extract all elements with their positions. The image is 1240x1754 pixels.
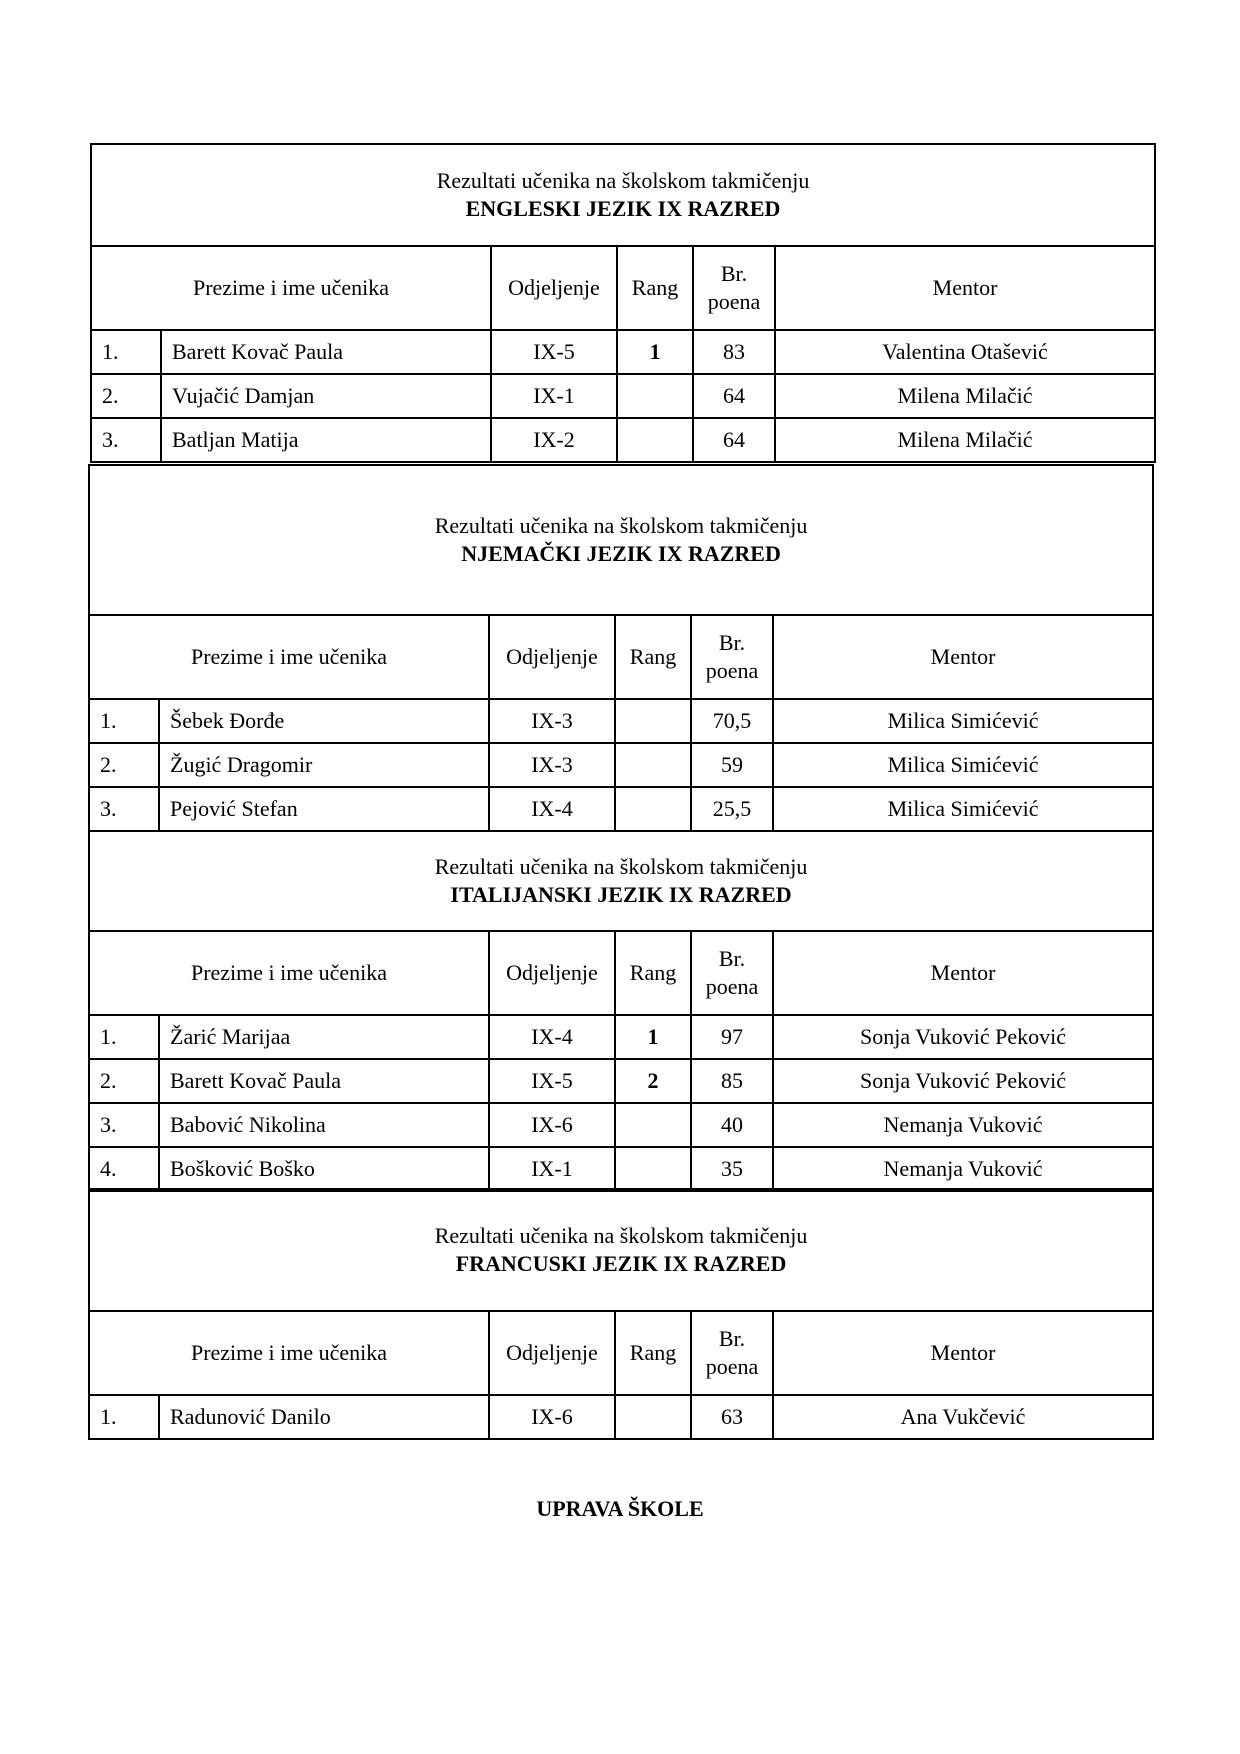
student-class: IX-4 bbox=[489, 787, 615, 831]
section-title-row bbox=[89, 831, 1153, 931]
student-points: 83 bbox=[693, 330, 775, 374]
row-number: 1. bbox=[89, 1015, 159, 1059]
header-rank: Rang bbox=[615, 1311, 691, 1395]
student-name: Batljan Matija bbox=[161, 418, 491, 462]
header-mentor: Mentor bbox=[775, 246, 1155, 330]
student-rank bbox=[615, 699, 691, 743]
header-mentor: Mentor bbox=[773, 1311, 1153, 1395]
table-row bbox=[89, 1395, 1153, 1439]
results-table bbox=[90, 143, 1156, 463]
header-name: Prezime i ime učenika bbox=[89, 931, 489, 1015]
header-points bbox=[691, 615, 773, 699]
header-points-line2: poena bbox=[707, 289, 761, 314]
row-number: 2. bbox=[89, 1059, 159, 1103]
student-class: IX-1 bbox=[491, 374, 617, 418]
student-points: 70,5 bbox=[691, 699, 773, 743]
results-table bbox=[88, 464, 1154, 832]
student-points: 97 bbox=[691, 1015, 773, 1059]
student-name: Barett Kovač Paula bbox=[159, 1059, 489, 1103]
column-header-row bbox=[89, 931, 1153, 1015]
student-mentor: Nemanja Vuković bbox=[773, 1103, 1153, 1147]
student-rank: 1 bbox=[617, 330, 693, 374]
student-name: Radunović Danilo bbox=[159, 1395, 489, 1439]
table-row bbox=[89, 1103, 1153, 1147]
results-table bbox=[88, 830, 1154, 1192]
column-header-row bbox=[89, 615, 1153, 699]
student-class: IX-2 bbox=[491, 418, 617, 462]
header-class: Odjeljenje bbox=[489, 1311, 615, 1395]
student-mentor: Sonja Vuković Peković bbox=[773, 1059, 1153, 1103]
student-mentor: Milica Simićević bbox=[773, 743, 1153, 787]
header-points-line1: Br. bbox=[718, 1326, 746, 1351]
header-class: Odjeljenje bbox=[489, 615, 615, 699]
student-mentor: Milica Simićević bbox=[773, 787, 1153, 831]
student-points: 59 bbox=[691, 743, 773, 787]
student-name: Šebek Đorđe bbox=[159, 699, 489, 743]
student-name: Bošković Boško bbox=[159, 1147, 489, 1191]
student-points: 40 bbox=[691, 1103, 773, 1147]
header-points-line1: Br. bbox=[718, 946, 746, 971]
header-name: Prezime i ime učenika bbox=[89, 1311, 489, 1395]
row-number: 3. bbox=[89, 787, 159, 831]
student-mentor: Ana Vukčević bbox=[773, 1395, 1153, 1439]
header-points bbox=[691, 1311, 773, 1395]
student-rank bbox=[615, 1103, 691, 1147]
table-row bbox=[89, 699, 1153, 743]
results-table-french bbox=[88, 1188, 1152, 1440]
header-name: Prezime i ime učenika bbox=[89, 615, 489, 699]
section-subtitle: Rezultati učenika na školskom takmičenju bbox=[434, 513, 808, 538]
student-mentor: Milena Milačić bbox=[775, 418, 1155, 462]
header-class: Odjeljenje bbox=[491, 246, 617, 330]
table-row bbox=[89, 1147, 1153, 1191]
table-row bbox=[89, 1015, 1153, 1059]
section-title-cell bbox=[89, 1189, 1153, 1311]
student-mentor: Milena Milačić bbox=[775, 374, 1155, 418]
row-number: 4. bbox=[89, 1147, 159, 1191]
results-table bbox=[88, 1188, 1154, 1440]
results-table-italian bbox=[88, 830, 1152, 1192]
student-class: IX-3 bbox=[489, 699, 615, 743]
row-number: 3. bbox=[89, 1103, 159, 1147]
section-subtitle: Rezultati učenika na školskom takmičenju bbox=[434, 854, 808, 879]
row-number: 2. bbox=[91, 374, 161, 418]
header-class: Odjeljenje bbox=[489, 931, 615, 1015]
section-subtitle: Rezultati učenika na školskom takmičenju bbox=[434, 1223, 808, 1248]
column-header-row bbox=[91, 246, 1155, 330]
header-points-line1: Br. bbox=[720, 261, 748, 286]
section-title-row bbox=[89, 1189, 1153, 1311]
section-title-cell bbox=[89, 831, 1153, 931]
student-name: Žarić Marijaa bbox=[159, 1015, 489, 1059]
section-title-cell bbox=[89, 465, 1153, 615]
student-name: Babović Nikolina bbox=[159, 1103, 489, 1147]
header-points-line2: poena bbox=[705, 974, 759, 999]
results-table-german bbox=[88, 464, 1152, 832]
header-name: Prezime i ime učenika bbox=[91, 246, 491, 330]
results-table-english bbox=[90, 143, 1154, 463]
student-rank bbox=[617, 418, 693, 462]
table-row bbox=[91, 330, 1155, 374]
student-class: IX-3 bbox=[489, 743, 615, 787]
header-rank: Rang bbox=[617, 246, 693, 330]
header-mentor: Mentor bbox=[773, 615, 1153, 699]
row-number: 1. bbox=[91, 330, 161, 374]
student-name: Žugić Dragomir bbox=[159, 743, 489, 787]
student-class: IX-1 bbox=[489, 1147, 615, 1191]
student-rank bbox=[615, 743, 691, 787]
row-number: 1. bbox=[89, 1395, 159, 1439]
header-points-line2: poena bbox=[705, 1354, 759, 1379]
section-title-cell bbox=[91, 144, 1155, 246]
student-class: IX-4 bbox=[489, 1015, 615, 1059]
header-rank: Rang bbox=[615, 931, 691, 1015]
table-row bbox=[89, 787, 1153, 831]
row-number: 1. bbox=[89, 699, 159, 743]
header-mentor: Mentor bbox=[773, 931, 1153, 1015]
student-points: 25,5 bbox=[691, 787, 773, 831]
section-title: FRANCUSKI JEZIK IX RAZRED bbox=[455, 1251, 787, 1276]
header-points-line1: Br. bbox=[718, 630, 746, 655]
table-row bbox=[89, 743, 1153, 787]
student-class: IX-5 bbox=[489, 1059, 615, 1103]
column-header-row bbox=[89, 1311, 1153, 1395]
student-points: 64 bbox=[693, 374, 775, 418]
student-points: 85 bbox=[691, 1059, 773, 1103]
student-mentor: Nemanja Vuković bbox=[773, 1147, 1153, 1191]
student-class: IX-6 bbox=[489, 1103, 615, 1147]
section-title: NJEMAČKI JEZIK IX RAZRED bbox=[461, 541, 781, 566]
school-administration-signature: UPRAVA ŠKOLE bbox=[536, 1496, 704, 1521]
student-mentor: Milica Simićević bbox=[773, 699, 1153, 743]
header-points bbox=[693, 246, 775, 330]
table-row bbox=[91, 418, 1155, 462]
student-rank: 1 bbox=[615, 1015, 691, 1059]
section-subtitle: Rezultati učenika na školskom takmičenju bbox=[436, 168, 810, 193]
student-mentor: Valentina Otašević bbox=[775, 330, 1155, 374]
header-points bbox=[691, 931, 773, 1015]
table-row bbox=[91, 374, 1155, 418]
student-points: 35 bbox=[691, 1147, 773, 1191]
student-class: IX-5 bbox=[491, 330, 617, 374]
student-class: IX-6 bbox=[489, 1395, 615, 1439]
student-name: Pejović Stefan bbox=[159, 787, 489, 831]
row-number: 2. bbox=[89, 743, 159, 787]
section-title-row bbox=[91, 144, 1155, 246]
student-rank bbox=[617, 374, 693, 418]
student-rank bbox=[615, 1147, 691, 1191]
student-rank bbox=[615, 787, 691, 831]
header-points-line2: poena bbox=[705, 658, 759, 683]
student-points: 64 bbox=[693, 418, 775, 462]
student-points: 63 bbox=[691, 1395, 773, 1439]
section-title: ITALIJANSKI JEZIK IX RAZRED bbox=[450, 882, 792, 907]
student-name: Vujačić Damjan bbox=[161, 374, 491, 418]
student-rank: 2 bbox=[615, 1059, 691, 1103]
student-name: Barett Kovač Paula bbox=[161, 330, 491, 374]
row-number: 3. bbox=[91, 418, 161, 462]
section-title: ENGLESKI JEZIK IX RAZRED bbox=[465, 196, 781, 221]
student-mentor: Sonja Vuković Peković bbox=[773, 1015, 1153, 1059]
header-rank: Rang bbox=[615, 615, 691, 699]
student-rank bbox=[615, 1395, 691, 1439]
table-row bbox=[89, 1059, 1153, 1103]
section-title-row bbox=[89, 465, 1153, 615]
